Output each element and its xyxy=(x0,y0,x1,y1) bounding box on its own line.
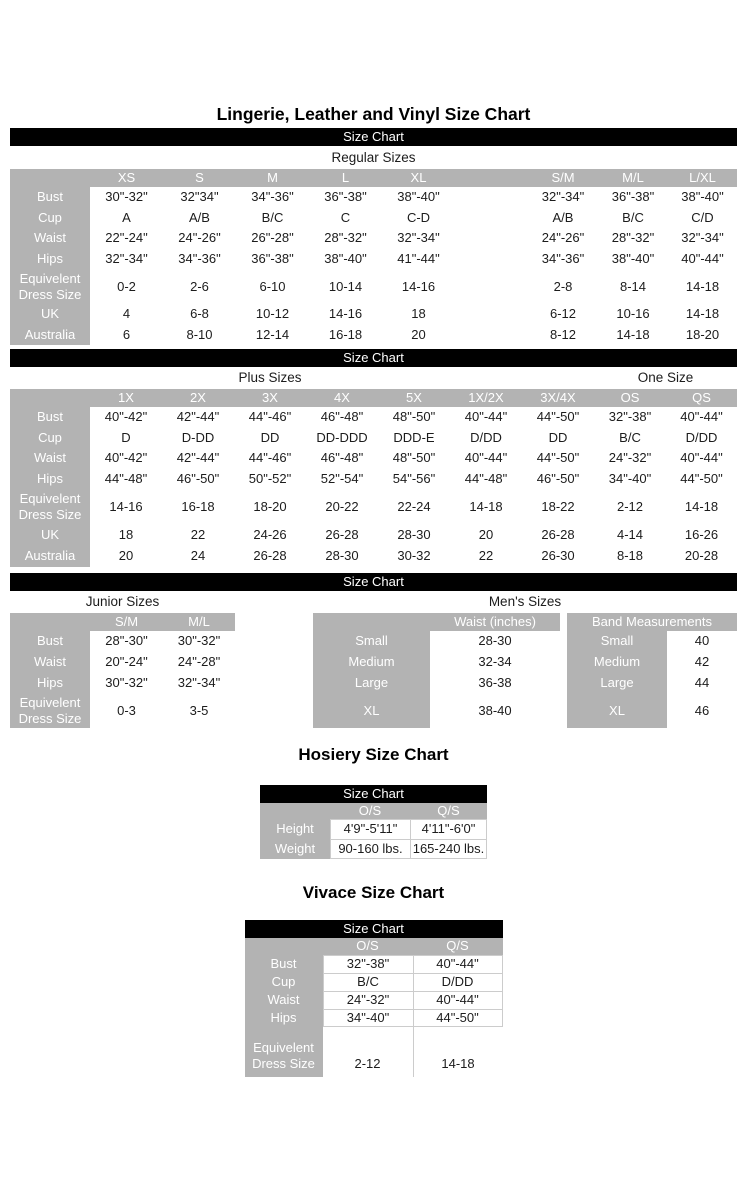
header-row xyxy=(567,613,737,631)
row-label: Hips xyxy=(10,469,90,490)
row-label: Equivelent Dress Size xyxy=(10,490,90,524)
table-cell: A/B xyxy=(528,208,598,228)
table-cell: 4-14 xyxy=(594,524,666,546)
table-cell: 3-5 xyxy=(163,694,235,728)
table-cell: 40"-44" xyxy=(413,991,503,1009)
row-label: Australia xyxy=(10,546,90,567)
table-cell: 40"-42" xyxy=(90,448,162,469)
section-label-one-size: One Size xyxy=(637,370,694,385)
size-chart-bar: Size Chart xyxy=(260,785,487,803)
table-cell: D/DD xyxy=(450,428,522,448)
table-cell: 4'9"-5'11" xyxy=(330,819,410,839)
column-header: 1X/2X xyxy=(450,389,522,407)
table-row xyxy=(10,673,235,694)
table-cell: 32-34 xyxy=(430,652,560,673)
table-cell: 50"-52" xyxy=(234,469,306,490)
table-row xyxy=(567,694,737,728)
table-cell: 44"-50" xyxy=(522,407,594,428)
table-cell: 30"-32" xyxy=(163,631,235,652)
column-header: L xyxy=(309,169,382,187)
table-cell: 8-10 xyxy=(163,325,236,345)
table-cell: 14-18 xyxy=(413,1039,503,1077)
row-label: Waist xyxy=(245,991,323,1009)
table-cell: 22"-24" xyxy=(90,228,163,249)
column-header: Waist (inches) xyxy=(430,613,560,631)
table-row xyxy=(10,469,737,490)
table-row xyxy=(10,187,737,208)
table-cell: 22 xyxy=(450,546,522,567)
header-row xyxy=(10,613,235,631)
table-cell: 28-30 xyxy=(306,546,378,567)
table-cell: 40"-42" xyxy=(90,407,162,428)
column-header-spacer xyxy=(10,169,90,187)
table-cell: 24"-26" xyxy=(528,228,598,249)
table-cell: 22-24 xyxy=(378,490,450,524)
table-row xyxy=(10,208,737,228)
table-cell: 34"-36" xyxy=(163,249,236,270)
vivace-chart xyxy=(245,920,503,1077)
table-cell xyxy=(455,208,528,228)
row-label: Medium xyxy=(313,652,430,673)
row-label: Cup xyxy=(245,973,323,991)
row-label: Small xyxy=(567,631,667,652)
charts-content xyxy=(10,128,737,1077)
table-cell: DD-DDD xyxy=(306,428,378,448)
table-row xyxy=(10,652,235,673)
junior-mens-section-labels xyxy=(10,591,737,613)
table-cell: 44"-46" xyxy=(234,407,306,428)
table-cell xyxy=(455,325,528,345)
column-header xyxy=(455,169,528,187)
table-row xyxy=(10,249,737,270)
table-cell: 14-16 xyxy=(309,304,382,325)
vivace-title: Vivace Size Chart xyxy=(302,883,445,902)
table-cell: 24"-32" xyxy=(323,991,413,1009)
table-cell xyxy=(455,249,528,270)
table-cell: 44"-50" xyxy=(666,469,737,490)
table-cell: 36"-38" xyxy=(598,187,668,208)
row-label: XL xyxy=(313,694,430,728)
column-header: 3X/4X xyxy=(522,389,594,407)
table-cell: 20-22 xyxy=(306,490,378,524)
table-cell xyxy=(455,304,528,325)
table-cell: DD xyxy=(522,428,594,448)
row-label: Height xyxy=(260,819,330,839)
column-header: S/M xyxy=(528,169,598,187)
table-row xyxy=(10,228,737,249)
table-cell: A xyxy=(90,208,163,228)
table-row xyxy=(10,325,737,345)
mens-band-table xyxy=(567,613,737,728)
page-title: Lingerie, Leather and Vinyl Size Chart xyxy=(216,104,531,124)
table-cell: 32"34" xyxy=(163,187,236,208)
table-cell: 18 xyxy=(90,524,162,546)
table-row xyxy=(567,652,737,673)
table-row xyxy=(567,631,737,652)
section-label-plus: Plus Sizes xyxy=(238,370,302,385)
table-cell: D-DD xyxy=(162,428,234,448)
table-cell: 36"-38" xyxy=(236,249,309,270)
row-label: Weight xyxy=(260,839,330,859)
table-cell: 26-30 xyxy=(522,546,594,567)
section-label-mens: Men's Sizes xyxy=(488,594,562,609)
table-cell: B/C xyxy=(323,973,413,991)
column-header-spacer xyxy=(245,938,323,955)
column-header-spacer xyxy=(260,803,330,819)
table-row xyxy=(260,839,487,859)
junior-mens-tables xyxy=(10,613,737,728)
table-row xyxy=(245,991,503,1009)
table-cell: 0-3 xyxy=(90,694,163,728)
row-label: Large xyxy=(567,673,667,694)
table-cell: 6-12 xyxy=(528,304,598,325)
table-cell: 18-20 xyxy=(668,325,737,345)
table-row xyxy=(10,448,737,469)
table-cell: 44"-48" xyxy=(90,469,162,490)
table-cell xyxy=(455,270,528,304)
header-row xyxy=(10,389,737,407)
table-cell xyxy=(413,1027,503,1039)
table-cell: 34"-40" xyxy=(594,469,666,490)
row-label: UK xyxy=(10,304,90,325)
table-cell xyxy=(455,187,528,208)
table-cell: 6-10 xyxy=(236,270,309,304)
table-row xyxy=(245,1009,503,1027)
table-cell: 48"-50" xyxy=(378,407,450,428)
column-header: S/M xyxy=(90,613,163,631)
table-cell: 36"-38" xyxy=(309,187,382,208)
table-cell: 34"-40" xyxy=(323,1009,413,1027)
table-cell: 42"-44" xyxy=(162,407,234,428)
table-cell: 16-26 xyxy=(666,524,737,546)
table-row xyxy=(10,428,737,448)
table-cell: 4 xyxy=(90,304,163,325)
row-label: Waist xyxy=(10,448,90,469)
table-cell: 38"-40" xyxy=(598,249,668,270)
table-cell: 30"-32" xyxy=(90,187,163,208)
row-label: Australia xyxy=(10,325,90,345)
table-cell: 52"-54" xyxy=(306,469,378,490)
table-cell xyxy=(455,228,528,249)
table-cell: 18-20 xyxy=(234,490,306,524)
table-row xyxy=(245,955,503,973)
table-cell: 0-2 xyxy=(90,270,163,304)
table-cell: 28-30 xyxy=(378,524,450,546)
table-row xyxy=(313,652,560,673)
table-cell: 6 xyxy=(90,325,163,345)
table-cell: 24 xyxy=(162,546,234,567)
column-header-spacer xyxy=(10,389,90,407)
size-chart-bar: Size Chart xyxy=(10,128,737,146)
table-cell: D/DD xyxy=(413,973,503,991)
table-cell: 24"-28" xyxy=(163,652,235,673)
table-cell: 28"-30" xyxy=(90,631,163,652)
column-header: O/S xyxy=(323,938,413,955)
column-header: O/S xyxy=(330,803,410,819)
table-cell: 20-28 xyxy=(666,546,737,567)
column-header-spacer xyxy=(10,613,90,631)
table-cell: C xyxy=(309,208,382,228)
column-header: M/L xyxy=(598,169,668,187)
column-header: QS xyxy=(666,389,737,407)
row-label: Bust xyxy=(10,187,90,208)
table-cell: 28"-32" xyxy=(309,228,382,249)
table-cell: 34"-36" xyxy=(528,249,598,270)
table-cell: 42 xyxy=(667,652,737,673)
row-label: UK xyxy=(10,524,90,546)
table-cell: 14-16 xyxy=(382,270,455,304)
row-label: Bust xyxy=(10,631,90,652)
table-cell: 44 xyxy=(667,673,737,694)
table-cell xyxy=(323,1027,413,1039)
column-header: 1X xyxy=(90,389,162,407)
size-chart-bar: Size Chart xyxy=(10,573,737,591)
column-header: M xyxy=(236,169,309,187)
table-cell: 4'11"-6'0" xyxy=(410,819,487,839)
table-cell: 40"-44" xyxy=(668,249,737,270)
row-label: Equivelent Dress Size xyxy=(10,270,90,304)
row-label: Bust xyxy=(245,955,323,973)
table-cell: 32"-34" xyxy=(90,249,163,270)
row-label xyxy=(245,1027,323,1039)
table-cell: 14-18 xyxy=(450,490,522,524)
table-cell: 24"-32" xyxy=(594,448,666,469)
table-row xyxy=(567,673,737,694)
table-cell: 40"-44" xyxy=(413,955,503,973)
size-chart-bar: Size Chart xyxy=(245,920,503,938)
row-label: Hips xyxy=(10,673,90,694)
column-header: S xyxy=(163,169,236,187)
row-label: Bust xyxy=(10,407,90,428)
table-cell: 38"-40" xyxy=(382,187,455,208)
section-label-junior: Junior Sizes xyxy=(85,594,160,609)
row-label: Hips xyxy=(10,249,90,270)
hosiery-title: Hosiery Size Chart xyxy=(298,745,449,764)
column-header: 3X xyxy=(234,389,306,407)
table-cell: 32"-34" xyxy=(668,228,737,249)
section-label-regular: Regular Sizes xyxy=(331,150,416,165)
table-cell: 12-14 xyxy=(236,325,309,345)
row-label: Equivelent Dress Size xyxy=(245,1039,323,1077)
table-cell: 48"-50" xyxy=(378,448,450,469)
table-cell: 14-18 xyxy=(668,270,737,304)
column-header: L/XL xyxy=(668,169,737,187)
row-label: Equivelent Dress Size xyxy=(10,694,90,728)
table-cell: 24-26 xyxy=(234,524,306,546)
table-row xyxy=(10,270,737,304)
row-label: Waist xyxy=(10,652,90,673)
table-cell: 2-8 xyxy=(528,270,598,304)
table-cell: 90-160 lbs. xyxy=(330,839,410,859)
table-cell: 30"-32" xyxy=(90,673,163,694)
table-cell: B/C xyxy=(598,208,668,228)
table-cell: 41"-44" xyxy=(382,249,455,270)
table-cell: 18-22 xyxy=(522,490,594,524)
table-cell: 42"-44" xyxy=(162,448,234,469)
table-row xyxy=(313,673,560,694)
table-row xyxy=(10,694,235,728)
table-row xyxy=(10,304,737,325)
table-cell: 20"-24" xyxy=(90,652,163,673)
row-label: Hips xyxy=(245,1009,323,1027)
table-row xyxy=(245,1027,503,1039)
table-row xyxy=(245,973,503,991)
table-cell: 8-18 xyxy=(594,546,666,567)
table-cell: 32"-34" xyxy=(163,673,235,694)
table-cell: 26-28 xyxy=(234,546,306,567)
table-cell: 46"-50" xyxy=(522,469,594,490)
table-cell: C/D xyxy=(668,208,737,228)
table-cell: 38"-40" xyxy=(309,249,382,270)
table-cell: 32"-38" xyxy=(323,955,413,973)
table-cell: 40"-44" xyxy=(450,407,522,428)
table-cell: 10-16 xyxy=(598,304,668,325)
table-cell: 46"-48" xyxy=(306,407,378,428)
table-cell: 20 xyxy=(382,325,455,345)
size-chart-bar: Size Chart xyxy=(10,349,737,367)
table-cell: 2-12 xyxy=(323,1039,413,1077)
table-cell: 26-28 xyxy=(306,524,378,546)
column-header-spacer xyxy=(313,613,430,631)
table-cell: 46 xyxy=(667,694,737,728)
table-cell: 26-28 xyxy=(522,524,594,546)
table-cell: 16-18 xyxy=(162,490,234,524)
table-cell: 34"-36" xyxy=(236,187,309,208)
table-row xyxy=(313,694,560,728)
table-cell: 44"-46" xyxy=(234,448,306,469)
row-label: Waist xyxy=(10,228,90,249)
table-cell: 18 xyxy=(382,304,455,325)
table-cell: 165-240 lbs. xyxy=(410,839,487,859)
table-cell: DD xyxy=(234,428,306,448)
mens-waist-table xyxy=(313,613,560,728)
table-cell: D/DD xyxy=(666,428,737,448)
table-row xyxy=(10,407,737,428)
hosiery-sizes-table xyxy=(260,803,487,859)
table-cell: 28"-32" xyxy=(598,228,668,249)
plus-section-labels xyxy=(10,367,737,389)
table-row xyxy=(10,546,737,567)
table-row xyxy=(10,631,235,652)
table-row xyxy=(260,819,487,839)
table-cell: 32"-34" xyxy=(528,187,598,208)
header-row xyxy=(313,613,560,631)
table-cell: 14-18 xyxy=(666,490,737,524)
table-cell: 30-32 xyxy=(378,546,450,567)
row-label: Cup xyxy=(10,208,90,228)
table-cell: 20 xyxy=(90,546,162,567)
table-row xyxy=(245,1039,503,1077)
table-cell: 36-38 xyxy=(430,673,560,694)
table-cell: 44"-50" xyxy=(522,448,594,469)
table-cell: 46"-48" xyxy=(306,448,378,469)
column-header: M/L xyxy=(163,613,235,631)
table-cell: 10-14 xyxy=(309,270,382,304)
table-cell: 38"-40" xyxy=(668,187,737,208)
column-header: 2X xyxy=(162,389,234,407)
column-header: XS xyxy=(90,169,163,187)
table-cell: 14-18 xyxy=(598,325,668,345)
junior-sizes-table xyxy=(10,613,235,728)
column-header: Q/S xyxy=(413,938,503,955)
table-cell: 40 xyxy=(667,631,737,652)
table-cell: 44"-50" xyxy=(413,1009,503,1027)
table-cell: C-D xyxy=(382,208,455,228)
column-header: 4X xyxy=(306,389,378,407)
regular-sizes-table xyxy=(10,169,737,345)
row-label: Cup xyxy=(10,428,90,448)
column-header: 5X xyxy=(378,389,450,407)
table-cell: 40"-44" xyxy=(666,448,737,469)
table-row xyxy=(10,524,737,546)
table-cell: 40"-44" xyxy=(450,448,522,469)
table-cell: 14-18 xyxy=(668,304,737,325)
table-cell: 10-12 xyxy=(236,304,309,325)
table-cell: A/B xyxy=(163,208,236,228)
table-cell: 16-18 xyxy=(309,325,382,345)
vivace-sizes-table xyxy=(245,938,503,1077)
table-cell: 32"-38" xyxy=(594,407,666,428)
table-cell: 54"-56" xyxy=(378,469,450,490)
table-cell: 24"-26" xyxy=(163,228,236,249)
table-cell: 14-16 xyxy=(90,490,162,524)
table-cell: DDD-E xyxy=(378,428,450,448)
column-header: Band Measurements xyxy=(567,613,737,631)
column-header: XL xyxy=(382,169,455,187)
table-cell: 28-30 xyxy=(430,631,560,652)
table-cell: 46"-50" xyxy=(162,469,234,490)
table-cell: 20 xyxy=(450,524,522,546)
table-cell: 40"-44" xyxy=(666,407,737,428)
table-cell: 8-12 xyxy=(528,325,598,345)
header-row xyxy=(260,803,487,819)
row-label: Large xyxy=(313,673,430,694)
header-row xyxy=(10,169,737,187)
table-cell: B/C xyxy=(594,428,666,448)
table-row xyxy=(10,490,737,524)
plus-sizes-table xyxy=(10,389,737,567)
column-header: OS xyxy=(594,389,666,407)
table-cell: 26"-28" xyxy=(236,228,309,249)
table-cell: B/C xyxy=(236,208,309,228)
table-cell: 32"-34" xyxy=(382,228,455,249)
row-label: Small xyxy=(313,631,430,652)
header-row xyxy=(245,938,503,955)
table-cell: 2-6 xyxy=(163,270,236,304)
table-cell: 2-12 xyxy=(594,490,666,524)
table-row xyxy=(313,631,560,652)
table-cell: 22 xyxy=(162,524,234,546)
table-cell: 38-40 xyxy=(430,694,560,728)
table-cell: 6-8 xyxy=(163,304,236,325)
row-label: Medium xyxy=(567,652,667,673)
column-header: Q/S xyxy=(410,803,487,819)
row-label: XL xyxy=(567,694,667,728)
table-cell: 44"-48" xyxy=(450,469,522,490)
table-cell: D xyxy=(90,428,162,448)
table-cell: 8-14 xyxy=(598,270,668,304)
hosiery-chart xyxy=(260,785,487,859)
